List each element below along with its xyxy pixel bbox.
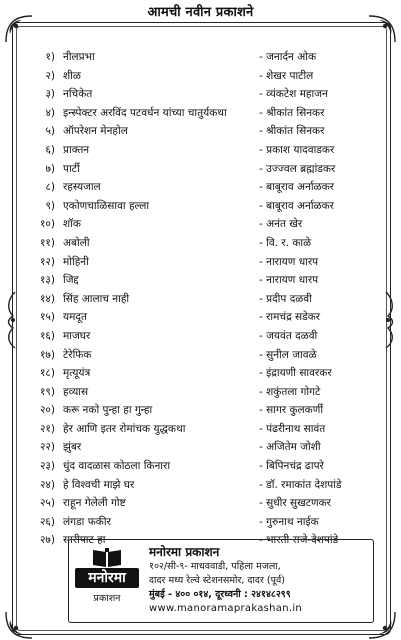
book-row [22,85,382,104]
publisher-box [68,539,374,623]
book-number: ९) [45,199,55,212]
book-title: धुंद वादळास कोठला किनारा [63,460,171,473]
book-row [22,215,382,234]
book-number: २१) [39,422,55,435]
publisher-website: www.manoramaprakashan.in [149,603,303,614]
book-author: - इंद्रायणी सावरकर [259,367,332,380]
book-number: ६) [45,143,55,156]
book-author: - अनंत खेर [259,218,303,231]
corner-ornament-icon [4,610,34,640]
book-number: १५) [39,311,55,324]
book-title: अबोली [63,236,90,249]
book-row [22,308,382,327]
book-author: - बाबूराव अर्नाळकर [259,199,334,212]
book-row [22,513,382,532]
book-number: ५) [45,125,55,138]
book-title: टेरेफिक [63,348,92,361]
publisher-name: मनोरमा प्रकाशन [149,545,220,559]
book-number: २०) [39,404,55,417]
address-line: १०२/सी-९- माधववाडी, पहिला मजला, [149,561,281,572]
book-list [22,48,382,550]
book-title: झुंबर [63,441,82,454]
logo-wordmark: मनोरमा [75,568,139,588]
side-scroll-ornament-icon [5,290,19,350]
book-row [22,383,382,402]
book-row [22,476,382,495]
address-line: दादर मध्य रेल्वे स्टेशनसमोर, दादर (पूर्व) [149,574,285,586]
book-author: - पंढरीनाथ सावंत [259,422,326,435]
book-title: हे विश्वची माझे घर [63,478,135,491]
publisher-logo [75,546,139,610]
book-row [22,457,382,476]
book-number: १४) [39,292,55,305]
book-number: १०) [39,218,55,231]
book-author: - सुधीर सुखटणकर [259,497,331,510]
book-row [22,48,382,67]
book-row [22,494,382,513]
book-row [22,271,382,290]
book-author: - श्रीकांत सिनकर [259,106,325,119]
book-title: मृत्यूयंत्र [63,367,91,380]
book-title: सारीपाट हा [63,534,106,547]
book-number: १८) [39,367,55,380]
book-author: - जनार्दन ओक [259,51,317,63]
book-author: - भारती राजे-देशपांडे [259,534,339,547]
book-title: माजघर [63,329,91,342]
book-author: - श्रीकांत सिनकर [259,125,325,138]
book-number: ३) [45,88,55,101]
book-title: ऑपरेशन मेनहोल [63,125,128,138]
book-row [22,122,382,141]
book-number: २२) [39,441,55,454]
book-author: - प्रकाश यादवाडकर [259,143,335,156]
open-book-icon [91,546,123,568]
book-title: नीलप्रभा [63,51,95,63]
book-number: २५) [39,497,55,510]
book-author: - रामचंद्र सडेकर [259,311,321,324]
book-title: रहस्यजाल [63,181,101,194]
book-number: २६) [39,515,55,528]
book-title: लंगडा फकीर [63,515,111,528]
book-row [22,420,382,439]
book-number: ४) [45,106,55,119]
book-title: नचिकेत [63,88,93,101]
book-author: - शेखर पाटील [259,69,314,82]
book-title: शीळ [63,69,81,82]
book-title: मोहिनी [63,255,89,268]
book-number: २७) [39,534,55,547]
book-author: - बिपिनचंद्र ढापरे [259,460,324,473]
book-number: १९) [39,385,55,398]
book-author: - अजितेम जोशी [259,441,321,454]
book-author: - सुनील जावळे [259,348,317,361]
book-row [22,234,382,253]
book-title: हेर आणि इतर रोमांचक युद्धकथा [63,422,186,435]
book-author: - बाबूराव अर्नाळकर [259,181,334,194]
book-title: हव्यास [63,385,89,398]
book-row [22,178,382,197]
book-number: २४) [39,478,55,491]
book-author: - उज्ज्वल ब्रह्मांडकर [259,162,336,175]
book-author: - नारायण धारप [259,274,319,287]
book-author: - शकुंतला गोगटे [259,385,321,398]
book-title: इन्स्पेक्टर अरविंद पटवर्धन यांच्या चातुर्यकथा [63,106,227,119]
book-title: पार्टी [63,162,80,175]
book-title: शॉक [63,218,81,231]
side-scroll-ornament-icon [382,290,396,350]
book-author: - डॉ. रमाकांत देशपांडे [259,478,342,491]
book-row [22,197,382,216]
book-number: १६) [39,329,55,342]
book-title: यमदूत [63,311,87,324]
logo-subtitle: प्रकाशन [93,593,121,604]
book-title: सिंह आलाच नाही [63,292,130,305]
book-row [22,438,382,457]
corner-ornament-icon [367,14,397,44]
book-title: प्राक्तन [63,143,90,156]
book-number: २) [45,69,55,82]
book-author: - जयवंत दळवी [259,329,318,342]
book-row [22,401,382,420]
corner-ornament-icon [4,14,34,44]
book-row [22,346,382,365]
book-number: १२) [39,255,55,268]
book-row [22,67,382,86]
book-row [22,104,382,123]
book-author: - सागर कुलकर्णी [259,404,324,417]
page-heading: आमची नवीन प्रकाशने [147,5,254,20]
book-number: ७) [45,162,55,175]
book-number: ११) [39,236,55,249]
book-number: १३) [39,274,55,287]
book-number: ८) [45,181,55,194]
book-author: - गुरुनाथ नाईक [259,515,319,528]
book-title: राहून गेलेली गोष्ट [63,497,126,510]
book-number: २३) [39,460,55,473]
book-row [22,141,382,160]
book-author: - नारायण धारप [259,255,319,268]
book-row [22,160,382,179]
book-number: १७) [39,348,55,361]
book-row [22,364,382,383]
publisher-phone: मुंबई - ४०० ०१४, दूरध्वनी : २४१४८२९९ [149,589,291,600]
book-title: जिद्द [63,274,79,287]
book-row [22,290,382,309]
book-number: १) [45,51,55,63]
book-title: एकोणचाळिसावा हल्ला [63,199,150,212]
publisher-address [149,560,285,587]
book-row [22,327,382,346]
book-author: - व्यंकटेश महाजन [259,88,328,101]
book-author: - प्रदीप दळवी [259,292,312,305]
book-row [22,253,382,272]
book-author: - वि. र. काळे [259,236,312,249]
book-title: करू नको पुन्हा हा गुन्हा [63,404,153,417]
